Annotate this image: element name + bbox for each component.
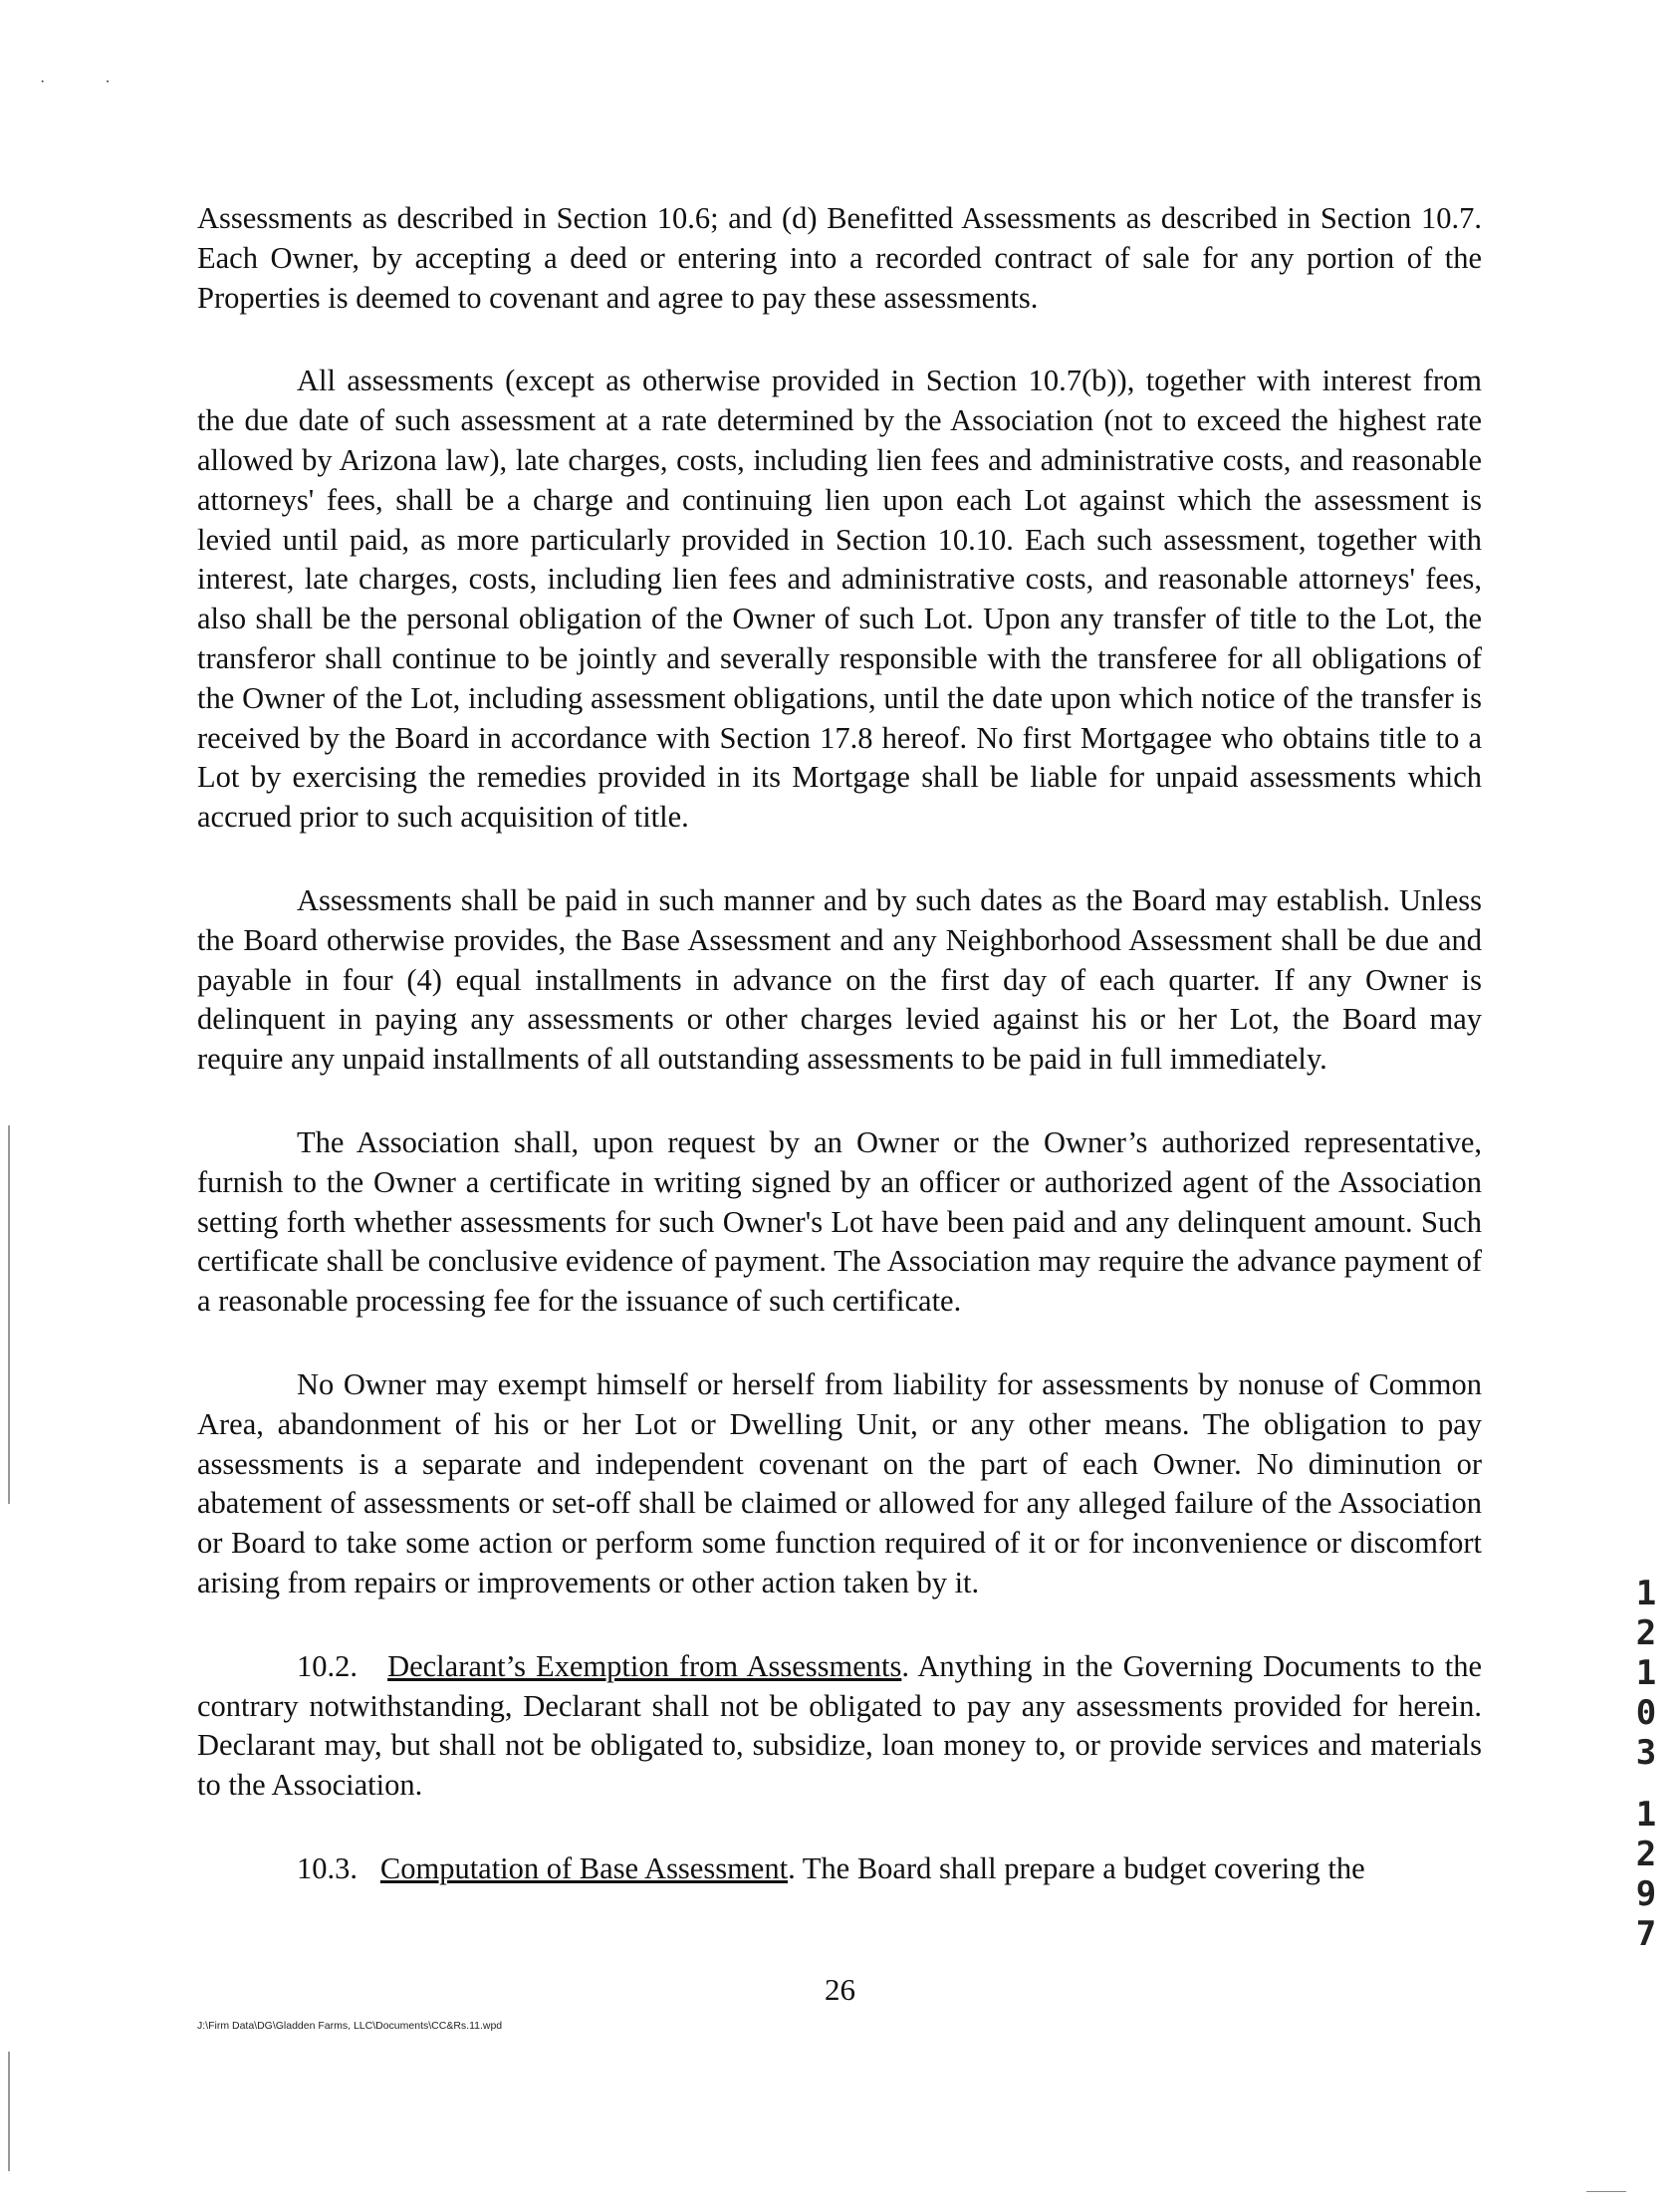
paragraph-payment: Assessments shall be paid in such manner and by such dates as the Board may establish. Unless the Board otherwise provides, the Base Assessment and any Neighborhood Assessment shall be due and payable in four (4) equal installments in advance on the first day of each quarter. If any Owner is delinquent in paying any assessments or other charges levied against his or her Lot, the Board may require any unpaid installments of all outstanding assessments to be paid in full immediately. (197, 882, 1482, 1077)
recording-digit: 1 (1635, 1795, 1657, 1835)
section-text: . Anything in the Governing Documents to the contrary notwithstanding, Declarant shall not be obligated to pay any assessments provided for herein. Declarant may, but shall not be obligated to, subsidize, loan money to, or provide services and materials to the Association. (197, 1648, 1483, 1803)
paragraph-no-exemption: No Owner may exempt himself or herself from liability for assessments by nonuse of Common Area, abandonment of his or her Lot or Dwelling Unit, or any other means. The obligation to pay assessments is a separate and independent covenant on the part of each Owner. No diminution or abatement of assessments or set-off shall be claimed or allowed for any alleged failure of the Association or Board to take some action or perform some function required of it or for inconvenience or discomfort arising from repairs or improvements or other action taken by it. (197, 1366, 1482, 1599)
scan-margin-line (8, 1125, 10, 1504)
recording-digit: 3 (1635, 1733, 1657, 1773)
section-text: . The Board shall prepare a budget covering the (788, 1850, 1365, 1885)
recording-stamp (1623, 1574, 1669, 1954)
paragraph-lien: All assessments (except as otherwise provided in Section 10.7(b)), together with interest from the due date of such assessment at a rate determined by the Association (not to exceed the highest rate allowed by Arizona law), late charges, costs, including lien fees and administrative costs, and reasonable attorneys' fees, shall be a charge and continuing lien upon each Lot against which the assessment is levied until paid, as more particularly provided in Section 10.10. Each such assessment, together with interest, late charges, costs, including lien fees and administrative costs, and reasonable attorneys' fees, also shall be the personal obligation of the Owner of such Lot. Upon any transfer of title to the Lot, the transferor shall continue to be jointly and severally responsible with the transferee for all obligations of the Owner of the Lot, including assessment obligations, until the date upon which notice of the transfer is received by the Board in accordance with Section 17.8 hereof. No first Mortgagee who obtains title to a Lot by exercising the remedies provided in its Mortgage shall be liable for unpaid assessments which accrued prior to such acquisition of title. (197, 364, 1482, 835)
paragraph-certificate: The Association shall, upon request by an Owner or the Owner’s authorized representative, furnish to the Owner a certificate in writing signed by an officer or authorized agent of the Association setting forth whether assessments for such Owner's Lot have been paid and any delinquent amount. Such certificate shall be conclusive evidence of payment. The Association may require the advance payment of a reasonable processing fee for the issuance of such certificate. (197, 1124, 1482, 1319)
section-heading: Computation of Base Assessment (379, 1850, 789, 1885)
section-10-2 (197, 1647, 1482, 1806)
recording-digit: 1 (1635, 1653, 1657, 1693)
section-number: 10.3. (297, 1850, 358, 1885)
section-number: 10.2. (297, 1648, 358, 1683)
recording-gap (1623, 1773, 1669, 1795)
recording-digit: 2 (1635, 1613, 1657, 1653)
paragraph-continuation: Assessments as described in Section 10.6; and (d) Benefitted Assessments as described in Section 10.7. Each Owner, by accepting a deed or entering into a recorded contract of sale for any portion of the Properties is deemed to covenant and agree to pay these assessments. (197, 201, 1482, 315)
file-path-footer: J:\Firm Data\DG\Gladden Farms, LLC\Documents\CC&Rs.11.wpd (197, 2020, 503, 2032)
section-10-3 (197, 1849, 1482, 1889)
scan-bottom-rule (1586, 2191, 1626, 2192)
recording-digit: 7 (1635, 1914, 1657, 1954)
recording-digit: 0 (1635, 1693, 1657, 1733)
scan-margin-line (8, 2052, 10, 2171)
section-heading: Declarant’s Exemption from Assessments (387, 1648, 902, 1683)
recording-digit: 1 (1635, 1574, 1657, 1613)
document-body (197, 199, 1482, 1933)
scan-specks: · · (40, 74, 138, 91)
page-number: 26 (825, 1972, 855, 2007)
recording-digit: 2 (1635, 1835, 1657, 1874)
recording-digit: 9 (1635, 1874, 1657, 1914)
